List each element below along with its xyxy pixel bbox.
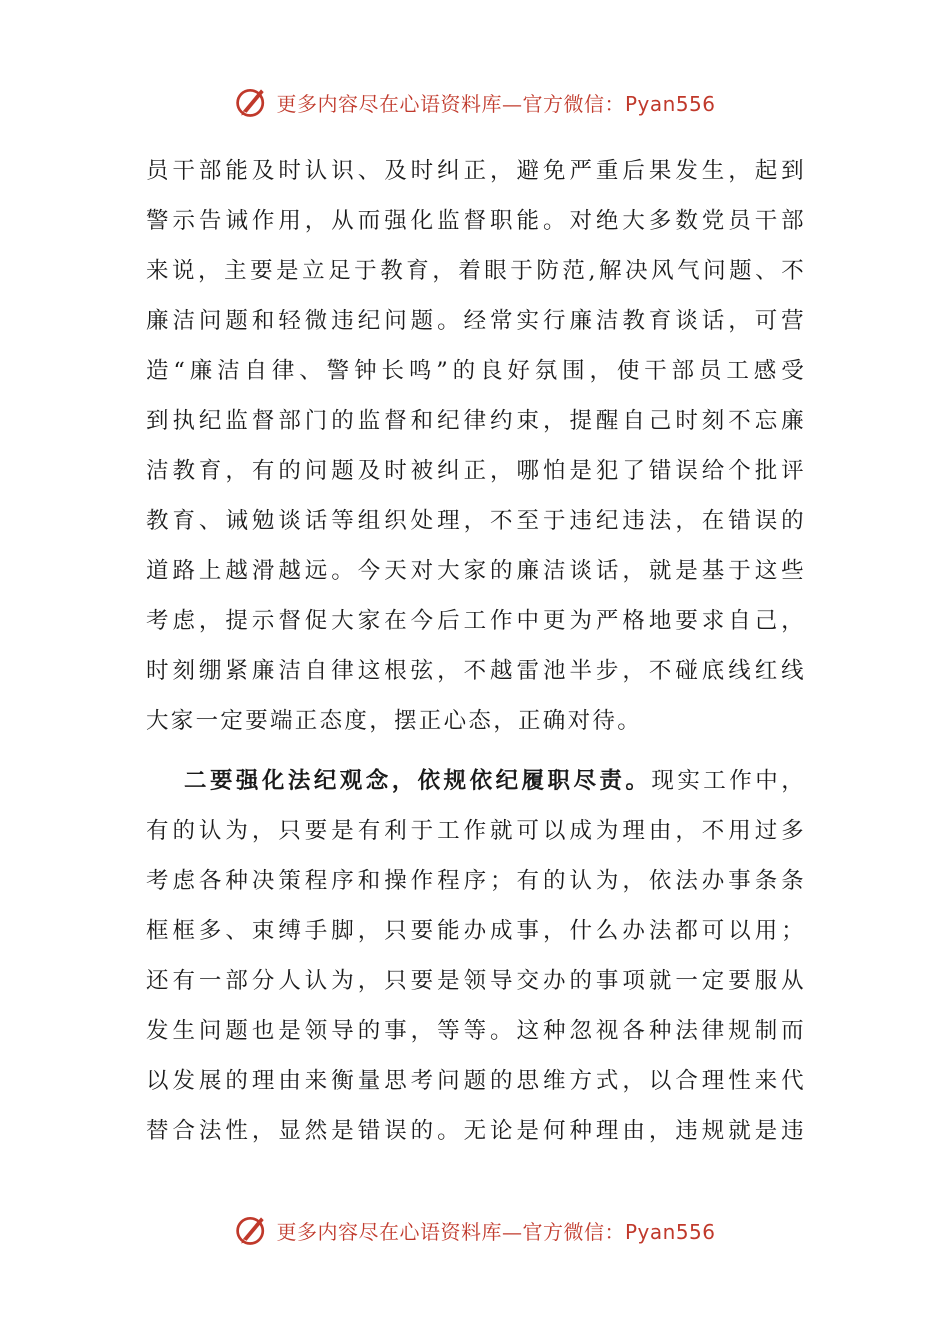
- text-line: 发生问题也是领导的事，等等。这种忽视各种法律规制而: [146, 1018, 806, 1044]
- text-line: 警示告诫作用，从而强化监督职能。对绝大多数党员干部: [146, 208, 806, 234]
- text-line: 还有一部分人认为，只要是领导交办的事项就一定要服从: [146, 968, 806, 994]
- text-line: 时刻绷紧廉洁自律这根弦，不越雷池半步，不碰底线红线: [146, 658, 806, 684]
- paragraph-1: [146, 146, 806, 746]
- quill-logo-icon: [234, 84, 270, 120]
- footer-banner-wechat-id: Pyan556: [624, 1219, 716, 1244]
- text-line: 框框多、束缚手脚，只要能办成事，什么办法都可以用；: [146, 918, 806, 944]
- header-banner: [0, 82, 950, 122]
- text-line: 替合法性，显然是错误的。无论是何种理由，违规就是违: [146, 1118, 806, 1144]
- quill-logo-icon: [234, 1212, 270, 1248]
- text-line: 以发展的理由来衡量思考问题的思维方式，以合理性来代: [146, 1068, 806, 1094]
- text-line: 员干部能及时认识、及时纠正，避免严重后果发生，起到: [146, 158, 806, 184]
- document-body: [146, 146, 806, 1156]
- text-line: 来说，主要是立足于教育，着眼于防范,解决风气问题、不: [146, 258, 806, 284]
- header-banner-cn: 更多内容尽在心语资料库—官方微信：: [276, 91, 625, 116]
- text-line: 洁教育，有的问题及时被纠正，哪怕是犯了错误给个批评: [146, 458, 806, 484]
- text-line: 造“廉洁自律、警钟长鸣”的良好氛围，使干部员工感受: [146, 358, 806, 384]
- text-line: 有的认为，只要是有利于工作就可以成为理由，不用过多: [146, 818, 806, 844]
- header-banner-wechat-id: Pyan556: [624, 91, 716, 116]
- header-banner-text: [276, 88, 715, 117]
- text-line: 考虑各种决策程序和操作程序；有的认为，依法办事条条: [146, 868, 806, 894]
- text-line: 考虑，提示督促大家在今后工作中更为严格地要求自己，: [146, 608, 806, 634]
- text-line: 到执纪监督部门的监督和纪律约束，提醒自己时刻不忘廉: [146, 408, 806, 434]
- section-heading: 二要强化法纪观念，依规依纪履职尽责。: [184, 768, 652, 794]
- text-line: 教育、诫勉谈话等组织处理，不至于违纪违法，在错误的: [146, 508, 806, 534]
- footer-banner-cn: 更多内容尽在心语资料库—官方微信：: [276, 1219, 625, 1244]
- footer-banner-text: [276, 1216, 715, 1245]
- footer-banner: [0, 1210, 950, 1250]
- text-line: 廉洁问题和轻微违纪问题。经常实行廉洁教育谈话，可营: [146, 308, 806, 334]
- heading-continuation: 现实工作中，: [651, 768, 806, 794]
- text-line: [146, 756, 806, 806]
- paragraph-2: [146, 756, 806, 1156]
- text-line: 大家一定要端正态度，摆正心态，正确对待。: [146, 708, 643, 734]
- text-line: 道路上越滑越远。今天对大家的廉洁谈话，就是基于这些: [146, 558, 806, 584]
